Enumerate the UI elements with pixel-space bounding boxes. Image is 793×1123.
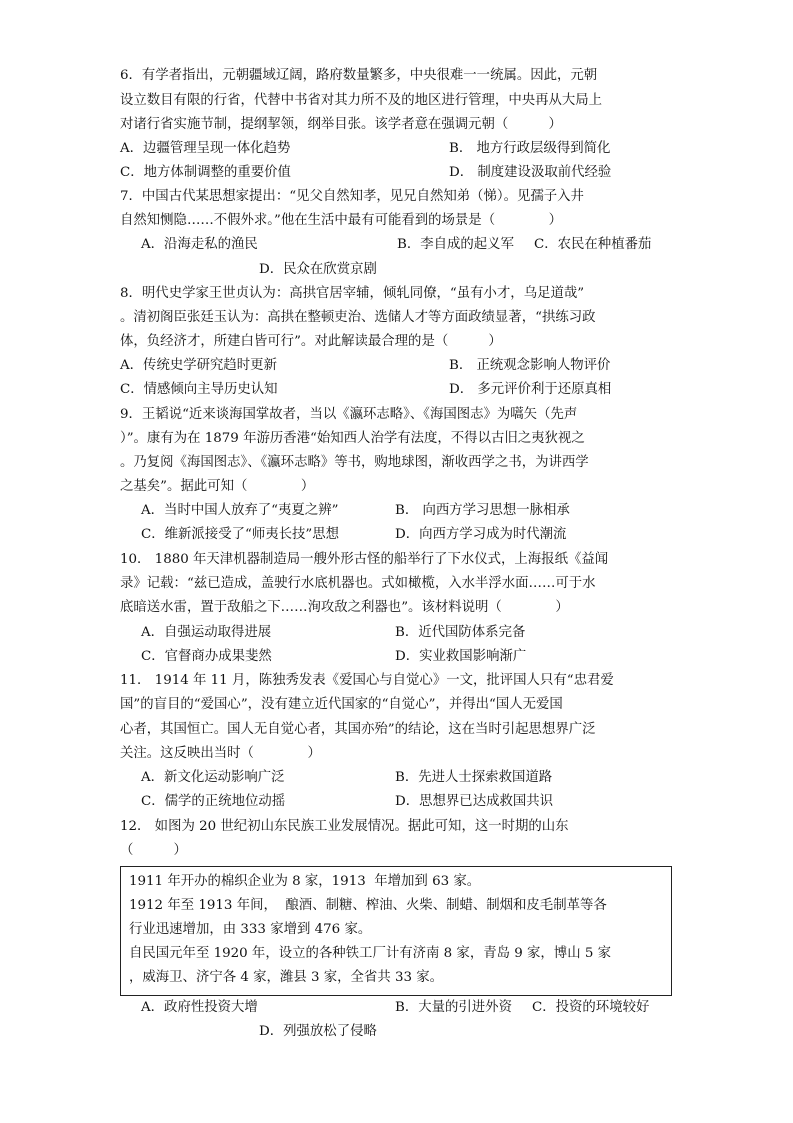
material-line: 1912 年至 1913 年间， 酿酒、制糖、榨油、火柴、制蜡、制烟和皮毛制革等各 — [129, 898, 607, 913]
option-c: C．维新派接受了“师夷长技”思想 — [141, 527, 340, 542]
question-text-line: 之基矣”。据此可知（ ） — [120, 479, 315, 494]
question-text-line: 10． 1880 年天津机器制造局一艘外形古怪的船举行了下水仪式，上海报纸《益闻 — [120, 552, 609, 567]
option-a: A．自强运动取得进展 — [141, 625, 272, 640]
option-d: D．列强放松了侵略 — [259, 1024, 377, 1039]
material-line: ，威海卫、济宁各 4 家，潍县 3 家，全省共 33 家。 — [129, 970, 444, 985]
material-box — [120, 866, 672, 996]
option-b: B． 向西方学习思想一脉相承 — [395, 503, 570, 518]
option-b: B．大量的引进外资 — [395, 1000, 512, 1015]
question-text-line: 底暗送水雷，置于敌船之下……洵攻敌之利器也”。该材料说明（ ） — [120, 600, 569, 615]
question-text-line: 12． 如图为 20 世纪初山东民族工业发展情况。据此可知，这一时期的山东 — [120, 819, 569, 834]
option-b: B． 地方行政层级得到简化 — [449, 141, 611, 156]
question-text-line: 对诸行省实施节制，提纲挈领，纲举目张。该学者意在强调元朝（ ） — [120, 117, 562, 132]
option-a: A．新文化运动影响广泛 — [141, 770, 285, 785]
question-text-line: 。清初阁臣张廷玉认为：高拱在整顿吏治、选储人才等方面政绩显著，“拱练习政 — [120, 310, 596, 325]
question-text-line: 心者，其国恒亡。国人无自觉心者，其国亦殆”的结论，这在当时引起思想界广泛 — [120, 722, 596, 737]
question-text-line: 11． 1914 年 11 月，陈独秀发表《爱国心与自觉心》一文，批评国人只有“忠君爱 — [120, 673, 614, 688]
question-text-line: （ ） — [120, 843, 187, 858]
option-d: D．思想界已达成救国共识 — [395, 794, 554, 809]
option-d: D．实业救国影响渐广 — [395, 649, 527, 664]
question-text-line: 设立数目有限的行省，代替中书省对其力所不及的地区进行管理，中央再从大局上 — [120, 93, 603, 108]
question-text-line: 录》记载：“兹已造成，盖驶行水底机器也。式如橄榄，入水半浮水面……可于水 — [120, 576, 596, 591]
question-text-line: 国”的盲目的“爱国心”，没有建立近代国家的“自觉心”，并得出“国人无爱国 — [120, 697, 563, 712]
material-line: 1911 年开办的棉织企业为 8 家，1913 年增加到 63 家。 — [129, 874, 481, 889]
option-c: C．儒学的正统地位动摇 — [141, 794, 286, 809]
option-a: A．沿海走私的渔民 — [141, 237, 258, 252]
question-text-line: 自然知恻隐……不假外求。”他在生活中最有可能看到的场景是（ ） — [120, 213, 563, 228]
option-b: B．近代国防体系完备 — [395, 625, 526, 640]
option-b: B．先进人士探索救国道路 — [395, 770, 553, 785]
material-line: 行业迅速增加，由 333 家增到 476 家。 — [129, 922, 372, 937]
option-d: D． 多元评价利于还原真相 — [449, 382, 612, 397]
option-c: C．地方体制调整的重要价值 — [120, 165, 291, 180]
option-c: C．情感倾向主导历史认知 — [120, 382, 278, 397]
option-a: A．政府性投资大增 — [141, 1000, 258, 1015]
question-text-line: 6．有学者指出，元朝疆域辽阔，路府数量繁多，中央很难一一统属。因此，元朝 — [120, 68, 598, 83]
question-text-line: 关注。这反映出当时（ ） — [120, 746, 321, 761]
option-c: C．投资的环境较好 — [532, 1000, 650, 1015]
option-d: D．向西方学习成为时代潮流 — [395, 527, 567, 542]
option-a: A．当时中国人放弃了“夷夏之辨” — [141, 503, 339, 518]
material-line: 自民国元年至 1920 年，设立的各种铁工厂计有济南 8 家，青岛 9 家，博山 5 家 — [129, 946, 612, 961]
option-a: A．边疆管理呈现一体化趋势 — [120, 141, 291, 156]
option-d: D． 制度建设汲取前代经验 — [449, 165, 612, 180]
option-d: D．民众在欣赏京剧 — [259, 262, 377, 277]
question-text-line: 。乃复阅《海国图志》、《瀛环志略》等书，购地球图，渐收西学之书，为讲西学 — [120, 455, 589, 470]
option-b: B．李自成的起义军 — [397, 237, 514, 252]
question-text-line: 7．中国古代某思想家提出：“见父自然知孝，见兄自然知弟（悌）。见孺子入井 — [120, 189, 584, 204]
option-c: C．官督商办成果斐然 — [141, 649, 272, 664]
question-text-line: 9．王韬说“近来谈海国掌故者，当以《瀛环志略》、《海国图志》为嚆矢（先声 — [120, 407, 578, 422]
option-a: A．传统史学研究趋时更新 — [120, 358, 277, 373]
question-text-line: ）”。康有为在 1879 年游历香港“始知西人治学有法度，不得以古旧之夷狄视之 — [120, 431, 585, 446]
question-text-line: 8．明代史学家王世贞认为：高拱官居宰辅，倾轧同僚，“虽有小才，乌足道哉” — [120, 286, 585, 301]
question-text-line: 体，负经济才，所建白皆可行”。对此解读最合理的是（ ） — [120, 334, 502, 349]
option-b: B． 正统观念影响人物评价 — [449, 358, 611, 373]
option-c: C．农民在种植番茄 — [534, 237, 652, 252]
